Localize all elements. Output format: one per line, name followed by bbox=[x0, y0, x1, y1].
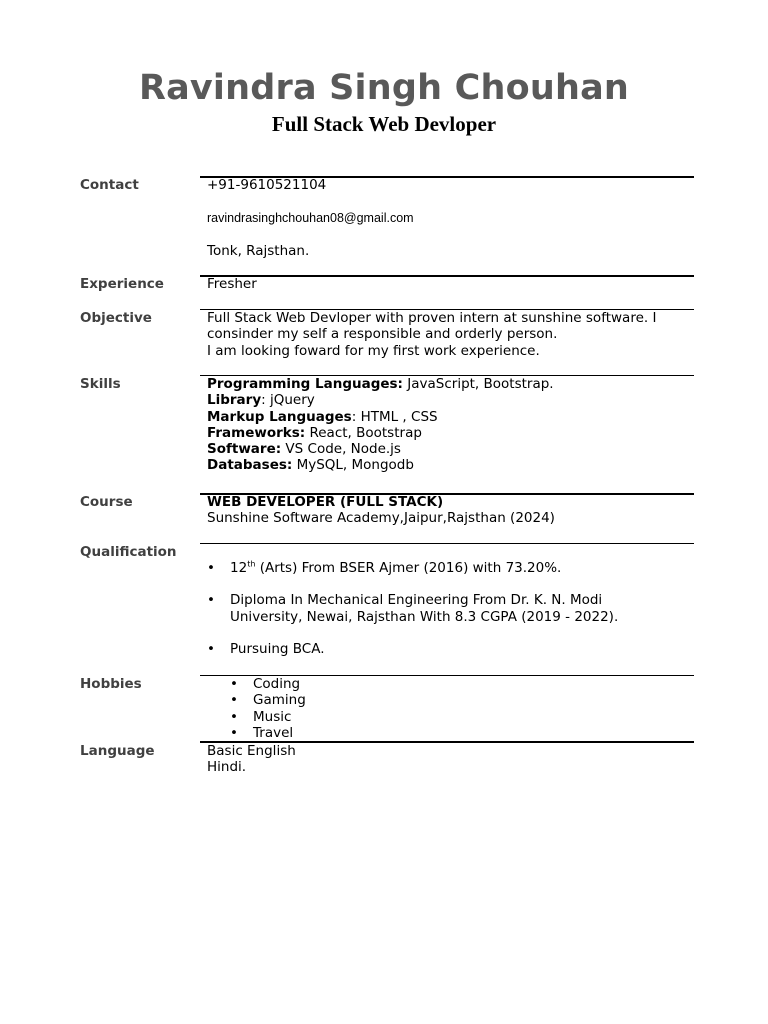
hobby-label: Music bbox=[253, 708, 292, 725]
section-label-hobbies: Hobbies bbox=[80, 676, 142, 692]
skill-key: Library bbox=[207, 392, 262, 409]
section-divider-qualification bbox=[200, 543, 694, 544]
qualification-item bbox=[207, 559, 694, 576]
course-detail: Sunshine Software Academy,Jaipur,Rajsthan (2024) bbox=[207, 510, 555, 527]
skill-value: jQuery bbox=[265, 392, 315, 409]
hobby-label: Gaming bbox=[253, 692, 306, 709]
objective-line: Full Stack Web Devloper with proven intern at sunshine software. I bbox=[207, 310, 657, 326]
qualification-item-rest: (Arts) From BSER Ajmer (2016) with 73.20%. bbox=[255, 560, 562, 576]
hobby-item bbox=[230, 692, 694, 709]
language-item: Basic English bbox=[207, 743, 296, 759]
contact-email: ravindrasinghchouhan08@gmail.com bbox=[207, 211, 414, 225]
bullet-icon: • bbox=[230, 676, 238, 692]
bullet-icon: • bbox=[207, 640, 215, 657]
candidate-role: Full Stack Web Devloper bbox=[271, 112, 497, 136]
skill-sep: : bbox=[261, 392, 266, 409]
skill-key: Databases: bbox=[207, 457, 293, 474]
objective-text bbox=[207, 310, 694, 359]
course-block bbox=[207, 494, 694, 527]
experience-value: Fresher bbox=[207, 276, 257, 292]
skill-row bbox=[207, 392, 694, 408]
qualification-item-line: Diploma In Mechanical Engineering From Dr. K. N. Modi bbox=[230, 592, 603, 609]
skill-row bbox=[207, 409, 694, 425]
skill-key: Markup Languages bbox=[207, 408, 352, 425]
objective-line: I am looking foward for my first work experience. bbox=[207, 342, 540, 359]
course-title: WEB DEVELOPER (FULL STACK) bbox=[207, 494, 444, 510]
hobby-item bbox=[230, 724, 694, 741]
qualification-item-prefix: 12 bbox=[230, 560, 248, 576]
skill-row bbox=[207, 441, 694, 457]
qualification-item-line: University, Newai, Rajsthan With 8.3 CGPA (2019 - 2022). bbox=[230, 608, 619, 625]
section-label-qualification: Qualification bbox=[80, 544, 177, 560]
bullet-icon: • bbox=[230, 692, 238, 709]
skill-sep: : bbox=[351, 408, 357, 425]
qualification-list bbox=[207, 559, 694, 657]
language-item: Hindi. bbox=[207, 759, 247, 776]
hobby-item bbox=[230, 708, 694, 725]
bullet-icon: • bbox=[230, 708, 238, 725]
section-label-skills: Skills bbox=[80, 376, 121, 392]
qualification-item-sup: th bbox=[247, 559, 256, 569]
skill-row bbox=[207, 457, 694, 473]
contact-phone: +91-9610521104 bbox=[207, 177, 327, 193]
objective-line: consinder my self a responsible and orderly person. bbox=[207, 326, 558, 343]
skill-value: MySQL, Mongodb bbox=[292, 457, 414, 474]
skill-key: Software: bbox=[207, 441, 282, 458]
qualification-item bbox=[207, 592, 694, 625]
hobby-label: Coding bbox=[253, 676, 301, 692]
skill-row bbox=[207, 425, 694, 441]
section-label-contact: Contact bbox=[80, 177, 139, 193]
hobby-item bbox=[230, 676, 694, 692]
skill-key: Frameworks: bbox=[207, 424, 306, 441]
language-list bbox=[207, 743, 694, 776]
skill-value: JavaScript, Bootstrap. bbox=[402, 376, 554, 392]
qualification-item-text: Pursuing BCA. bbox=[230, 640, 325, 657]
skills-list bbox=[207, 376, 694, 474]
skill-key: Programming Languages: bbox=[207, 376, 403, 392]
skill-value: VS Code, Node.js bbox=[281, 441, 401, 458]
section-label-experience: Experience bbox=[80, 276, 164, 292]
skill-value: React, Bootstrap bbox=[305, 424, 422, 441]
bullet-icon: • bbox=[207, 592, 215, 609]
hobbies-list bbox=[230, 676, 694, 741]
bullet-icon: • bbox=[207, 560, 215, 576]
skill-row bbox=[207, 376, 694, 392]
section-label-language: Language bbox=[80, 743, 155, 759]
section-label-objective: Objective bbox=[80, 310, 152, 326]
contact-address: Tonk, Rajsthan. bbox=[207, 243, 310, 259]
bullet-icon: • bbox=[230, 724, 238, 741]
skill-value: HTML , CSS bbox=[356, 408, 438, 425]
candidate-name: Ravindra Singh Chouhan bbox=[138, 68, 630, 108]
hobby-label: Travel bbox=[253, 724, 294, 741]
qualification-item bbox=[207, 640, 694, 657]
section-label-course: Course bbox=[80, 494, 133, 510]
